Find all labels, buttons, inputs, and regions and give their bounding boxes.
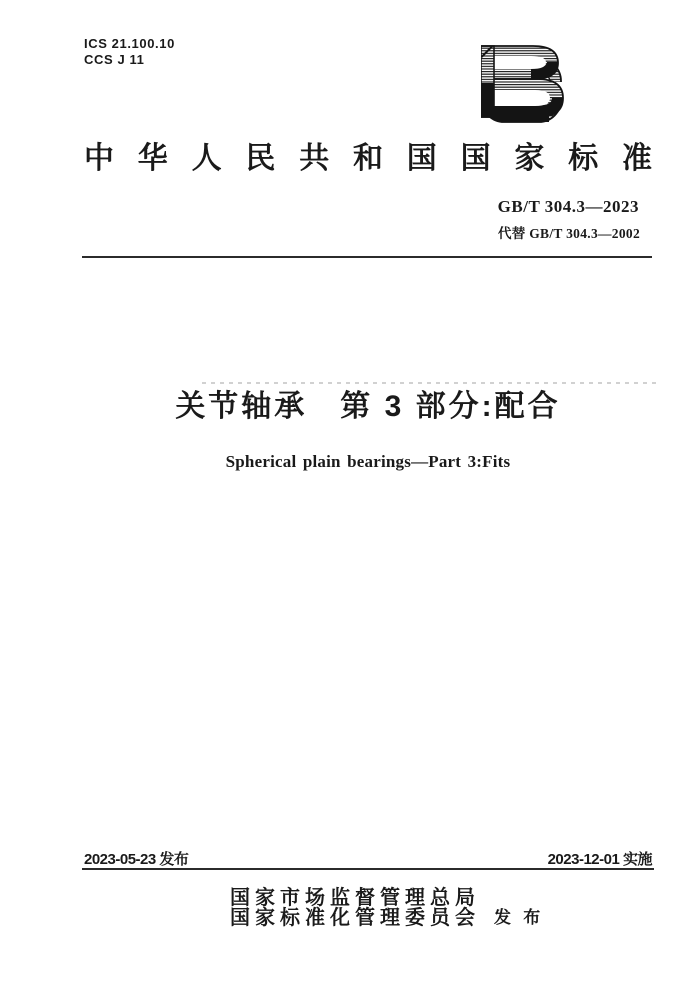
document-title-en: Spherical plain bearings—Part 3:Fits [225,452,511,471]
superseded-standard-note: 代替 GB/T 304.3—2002 [497,226,640,241]
issuer-line-1: 国家市场监督管理总局 [230,887,480,909]
publish-label: 发 布 [494,908,543,927]
gb-emblem-icon [481,45,651,123]
ics-code: ICS 21.100.10 [84,36,175,51]
issuer-line-2: 国家标准化管理委员会 [230,907,480,929]
document-title-cn: 关节轴承 第 3 部分:配合 [175,390,561,423]
footer-rule [82,868,654,870]
classification-codes [84,36,175,67]
scan-artifact-dotted-line [202,382,660,384]
gb-letter-b [481,46,563,117]
issue-date: 2023-05-23 发布 [84,851,189,868]
ccs-code: CCS J 11 [84,51,145,67]
implementation-date: 2023-12-01 实施 [547,851,652,868]
header-rule [82,256,652,258]
standard-number: GB/T 304.3—2023 [497,197,639,216]
issuing-agencies [230,888,480,928]
national-standard-title: 中华人民共和国国家标准 [84,142,652,175]
